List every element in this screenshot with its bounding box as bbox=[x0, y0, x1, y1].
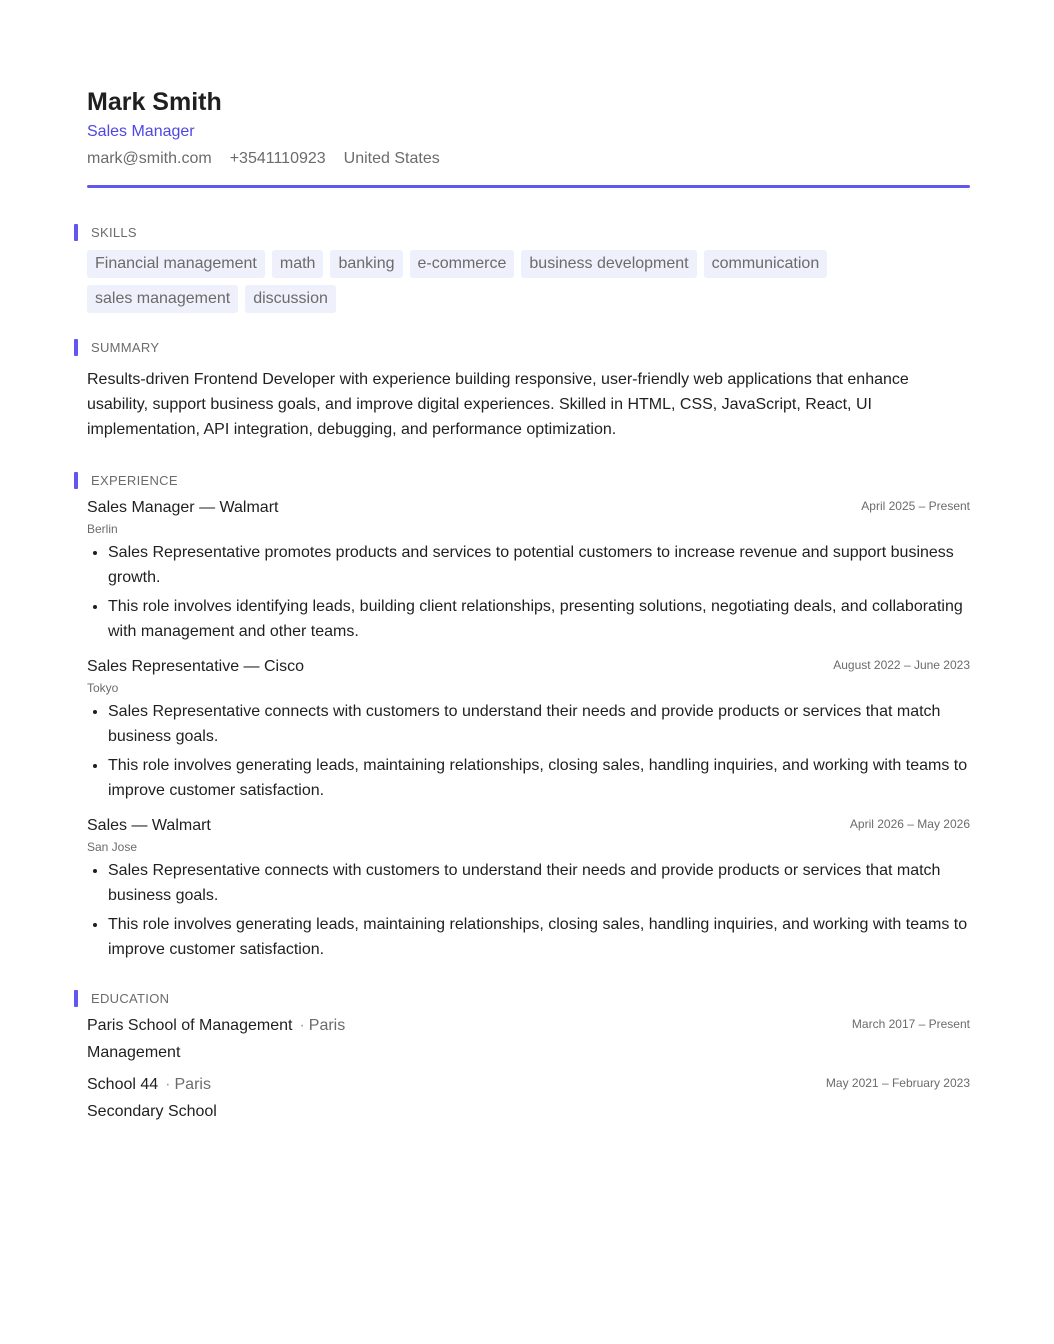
contact-location: United States bbox=[343, 150, 440, 167]
job-bullets bbox=[87, 699, 970, 803]
education-degree: Management bbox=[87, 1044, 181, 1061]
education-school-line bbox=[87, 1015, 345, 1037]
job-bullet: • Sales Representative connects with customers to understand their needs and provide products or services that match business goals. bbox=[108, 858, 970, 908]
skill-chip: sales management bbox=[87, 285, 238, 313]
skill-chip: Financial management bbox=[87, 250, 265, 278]
summary-text: Results-driven Frontend Developer with experience building responsive, user-friendly web applications that enhance usability, support business goals, and improve digital experiences. Skilled in HTML, CSS, JavaScript, React, UI implementation, API integration, debugging, and performance optimization. bbox=[87, 371, 909, 438]
education-entry bbox=[87, 1074, 970, 1123]
education-section bbox=[87, 991, 970, 1123]
education-degree: Secondary School bbox=[87, 1103, 217, 1120]
education-dates: March 2017 – Present bbox=[851, 1017, 970, 1031]
skill-chip: math bbox=[272, 250, 324, 278]
experience-entry-header bbox=[87, 656, 970, 678]
experience-entry bbox=[87, 815, 970, 962]
summary-section bbox=[87, 340, 970, 442]
education-entry bbox=[87, 1015, 970, 1064]
job-title: Sales — Walmart bbox=[87, 817, 211, 834]
candidate-title: Sales Manager bbox=[87, 123, 195, 140]
skill-chip: e-commerce bbox=[410, 250, 515, 278]
separator-dot: · bbox=[165, 1076, 171, 1093]
skill-chip: banking bbox=[330, 250, 402, 278]
candidate-name: Mark Smith bbox=[87, 88, 222, 116]
header-divider bbox=[87, 185, 970, 188]
skills-list bbox=[87, 250, 887, 313]
job-title: Sales Manager — Walmart bbox=[87, 499, 279, 516]
section-heading-summary: SUMMARY bbox=[87, 340, 970, 356]
job-location: Tokyo bbox=[87, 681, 119, 695]
job-bullet: • This role involves identifying leads, building client relationships, presenting solutions, negotiating deals, and collaborating with management and other teams. bbox=[108, 594, 970, 644]
education-school-line bbox=[87, 1074, 211, 1096]
job-dates: April 2025 – Present bbox=[861, 499, 970, 513]
job-dates: April 2026 – May 2026 bbox=[849, 817, 970, 831]
skill-chip: communication bbox=[704, 250, 828, 278]
job-location: San Jose bbox=[87, 840, 138, 854]
job-bullet: • This role involves generating leads, maintaining relationships, closing sales, handling inquiries, and working with teams to improve customer satisfaction. bbox=[108, 912, 970, 962]
experience-entry bbox=[87, 656, 970, 803]
job-bullet: • This role involves generating leads, maintaining relationships, closing sales, handling inquiries, and working with teams to improve customer satisfaction. bbox=[108, 753, 970, 803]
section-heading-experience: EXPERIENCE bbox=[87, 473, 970, 489]
skill-chip: discussion bbox=[245, 285, 336, 313]
experience-entry-header bbox=[87, 497, 970, 519]
job-bullet: • Sales Representative connects with customers to understand their needs and provide products or services that match business goals. bbox=[108, 699, 970, 749]
education-entry-header bbox=[87, 1074, 970, 1096]
education-city: Paris bbox=[308, 1017, 346, 1034]
experience-entry bbox=[87, 497, 970, 644]
skills-section bbox=[87, 225, 970, 313]
job-bullets bbox=[87, 858, 970, 962]
experience-section bbox=[87, 473, 970, 962]
job-dates: August 2022 – June 2023 bbox=[833, 658, 970, 672]
job-bullets bbox=[87, 540, 970, 644]
education-school: School 44 bbox=[87, 1076, 159, 1093]
education-school: Paris School of Management bbox=[87, 1017, 293, 1034]
section-heading-education: EDUCATION bbox=[87, 991, 970, 1007]
experience-entry-header bbox=[87, 815, 970, 837]
skill-chip: business development bbox=[521, 250, 696, 278]
section-heading-skills: SKILLS bbox=[87, 225, 970, 241]
resume-header bbox=[87, 86, 970, 188]
job-title: Sales Representative — Cisco bbox=[87, 658, 304, 675]
contact-phone: +3541110923 bbox=[229, 150, 326, 167]
contact-line bbox=[87, 148, 970, 170]
contact-email: mark@smith.com bbox=[87, 150, 212, 167]
job-location: Berlin bbox=[87, 522, 118, 536]
education-entry-header bbox=[87, 1015, 970, 1037]
separator-dot: · bbox=[299, 1017, 305, 1034]
education-city: Paris bbox=[174, 1076, 211, 1093]
education-dates: May 2021 – February 2023 bbox=[825, 1076, 970, 1090]
job-bullet: • Sales Representative promotes products and services to potential customers to increase revenue and support business growth. bbox=[108, 540, 970, 590]
